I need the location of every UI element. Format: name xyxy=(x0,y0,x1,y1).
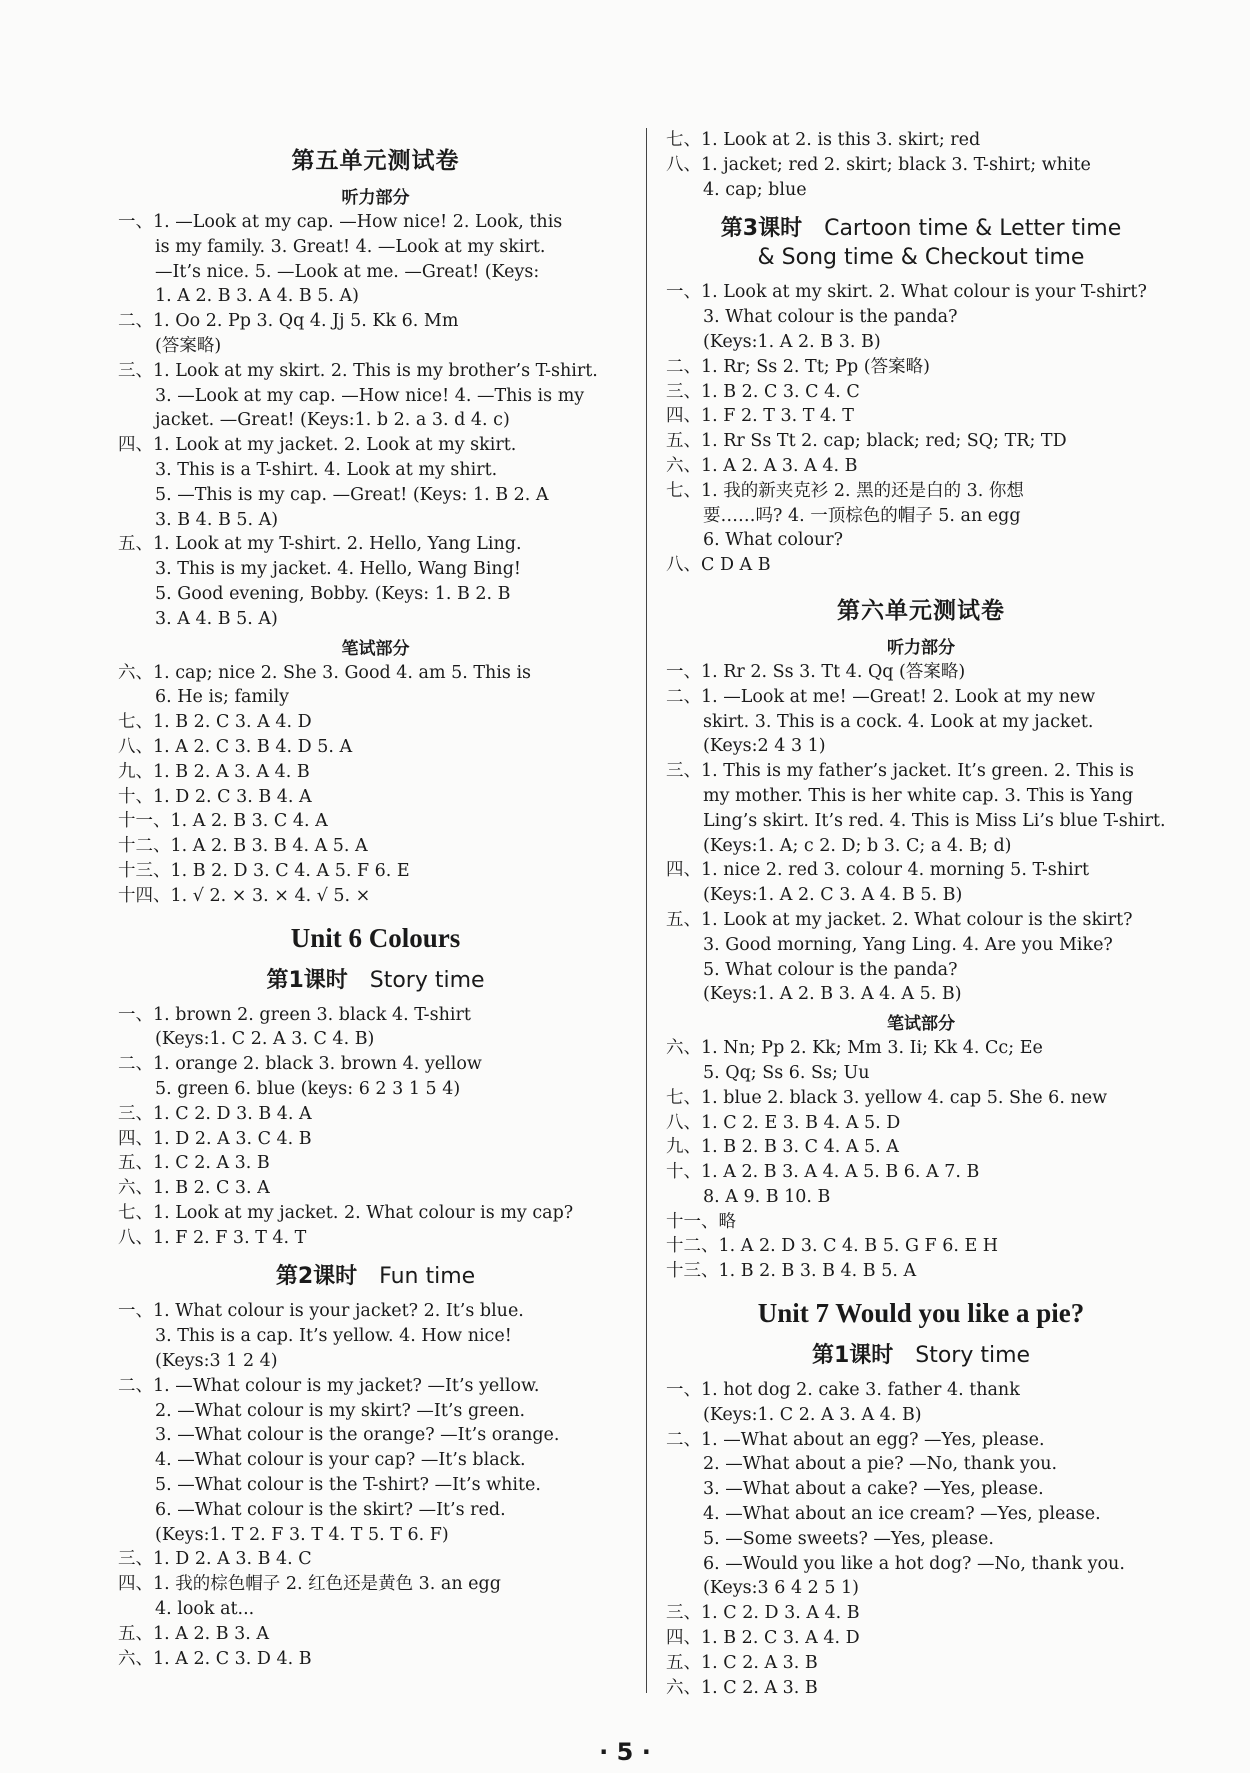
answer-line-continued: 3. This is a T-shirt. 4. Look at my shirt. xyxy=(155,459,498,480)
answer-line-continued: 3. This is a cap. It’s yellow. 4. How nice! xyxy=(155,1326,512,1347)
unit-title: Unit 6 Colours xyxy=(290,922,461,953)
answer-line: 二、1. Oo 2. Pp 3. Qq 4. Jj 5. Kk 6. Mm xyxy=(118,311,459,332)
column-divider xyxy=(646,128,647,1693)
lesson-number: 第2课时 xyxy=(275,1264,358,1290)
answer-line-continued: Ling’s skirt. It’s red. 4. This is Miss Li’s blue T-shirt. xyxy=(703,810,1166,831)
answer-line: 四、1. D 2. A 3. C 4. B xyxy=(118,1128,312,1149)
answer-line: 二、1. orange 2. black 3. brown 4. yellow xyxy=(118,1054,482,1075)
answer-line: 八、1. F 2. F 3. T 4. T xyxy=(118,1227,307,1248)
answer-line-continued: 8. A 9. B 10. B xyxy=(703,1186,831,1207)
answer-line: 十三、1. B 2. B 3. B 4. B 5. A xyxy=(666,1261,917,1282)
answer-line: 十三、1. B 2. D 3. C 4. A 5. F 6. E xyxy=(118,860,410,881)
answer-line-continued: (Keys:1. C 2. A 3. C 4. B) xyxy=(155,1029,375,1050)
answer-line-continued: my mother. This is her white cap. 3. This is Yang xyxy=(703,785,1134,806)
answer-line: 二、1. —What about an egg? —Yes, please. xyxy=(666,1429,1045,1450)
test-title: 第五单元测试卷 xyxy=(291,148,460,174)
answer-line: 八、1. A 2. C 3. B 4. D 5. A xyxy=(118,736,353,757)
answer-line-continued: 3. Good morning, Yang Ling. 4. Are you Mike? xyxy=(703,934,1113,955)
answer-line-continued: 6. —What colour is the skirt? —It’s red. xyxy=(155,1499,506,1520)
answer-line: 七、1. 我的新夹克衫 2. 黑的还是白的 3. 你想 xyxy=(666,480,1024,501)
answer-line: 三、1. Look at my skirt. 2. This is my brother’s T-shirt. xyxy=(118,360,598,381)
answer-line-continued: 5. Qq; Ss 6. Ss; Uu xyxy=(703,1062,870,1083)
answer-line: 六、1. A 2. A 3. A 4. B xyxy=(666,455,858,476)
answer-line-continued: (Keys:1. A 2. C 3. A 4. B 5. B) xyxy=(703,885,963,906)
answer-line: 七、1. B 2. C 3. A 4. D xyxy=(118,712,312,733)
answer-line: 五、1. Look at my jacket. 2. What colour is the skirt? xyxy=(666,909,1133,930)
answer-line-continued: 3. B 4. B 5. A) xyxy=(155,509,279,530)
answer-line-continued: is my family. 3. Great! 4. —Look at my skirt. xyxy=(155,236,546,257)
answer-line: 六、1. B 2. C 3. A xyxy=(118,1178,270,1199)
section-subtitle: 听力部分 xyxy=(341,188,410,208)
answer-line: 三、1. This is my father’s jacket. It’s green. 2. This is xyxy=(666,761,1134,782)
section-subtitle: 听力部分 xyxy=(887,637,955,658)
answer-line: 七、1. Look at 2. is this 3. skirt; red xyxy=(666,130,981,150)
answer-line: 十、1. A 2. B 3. A 4. A 5. B 6. A 7. B xyxy=(666,1162,980,1183)
answer-line-continued: 6. —Would you like a hot dog? —No, thank you. xyxy=(703,1553,1125,1574)
answer-line: 十二、1. A 2. D 3. C 4. B 5. G F 6. E H xyxy=(666,1236,999,1257)
lesson-heading xyxy=(666,1341,1176,1370)
answer-line: 六、1. Nn; Pp 2. Kk; Mm 3. Ii; Kk 4. Cc; Ee xyxy=(666,1038,1043,1059)
answer-line: 五、1. C 2. A 3. B xyxy=(118,1153,270,1174)
answer-line: 三、1. B 2. C 3. C 4. C xyxy=(666,381,860,402)
answer-line-continued: (Keys:1. T 2. F 3. T 4. T 5. T 6. F) xyxy=(155,1524,449,1545)
answer-line: 四、1. F 2. T 3. T 4. T xyxy=(666,406,854,427)
answer-line-continued: 3. A 4. B 5. A) xyxy=(155,608,278,629)
answer-line-continued: 5. Good evening, Bobby. (Keys: 1. B 2. B xyxy=(155,583,511,604)
answer-line-continued: 3. What colour is the panda? xyxy=(703,307,958,328)
test-title: 第六单元测试卷 xyxy=(837,597,1005,624)
answer-line: 九、1. B 2. A 3. A 4. B xyxy=(118,761,310,782)
answer-line-continued: 6. What colour? xyxy=(703,530,844,551)
answer-line: 八、1. C 2. E 3. B 4. A 5. D xyxy=(666,1112,901,1133)
answer-line-continued: 5. —What colour is the T-shirt? —It’s white. xyxy=(155,1475,541,1496)
answer-line: 三、1. C 2. D 3. B 4. A xyxy=(118,1103,312,1124)
answer-line: 三、1. C 2. D 3. A 4. B xyxy=(666,1603,860,1624)
answer-line-continued: 5. —This is my cap. —Great! (Keys: 1. B 2. A xyxy=(155,484,549,505)
answer-line-continued: (答案略) xyxy=(155,335,222,356)
answer-line: 二、1. —Look at me! —Great! 2. Look at my new xyxy=(666,686,1096,707)
answer-line: 一、1. Rr 2. Ss 3. Tt 4. Qq (答案略) xyxy=(666,661,966,682)
answer-line-continued: (Keys:3 6 4 2 5 1) xyxy=(703,1578,859,1599)
answer-line: 一、1. Look at my skirt. 2. What colour is your T-shirt? xyxy=(666,282,1147,303)
answer-line: 五、1. C 2. A 3. B xyxy=(666,1652,818,1673)
answer-line-continued: jacket. —Great! (Keys:1. b 2. a 3. d 4. c) xyxy=(155,410,510,431)
answer-line-continued: (Keys:3 1 2 4) xyxy=(155,1351,278,1372)
lesson-title: Fun time xyxy=(357,1264,476,1290)
lesson-title-continued: & Song time & Checkout time xyxy=(757,245,1085,271)
answer-line-continued: 5. What colour is the panda? xyxy=(703,959,958,980)
answer-line-continued: 6. He is; family xyxy=(155,687,290,708)
answer-line-continued: (Keys:1. A 2. B 3. B) xyxy=(703,331,881,352)
unit-title: Unit 7 Would you like a pie? xyxy=(757,1298,1085,1329)
answer-line: 五、1. Look at my T-shirt. 2. Hello, Yang Ling. xyxy=(118,534,522,555)
answer-line: 四、1. Look at my jacket. 2. Look at my skirt. xyxy=(118,435,517,456)
answer-line: 六、1. C 2. A 3. B xyxy=(666,1677,818,1698)
lesson-number: 第3课时 xyxy=(720,216,803,242)
lesson-title: Story time xyxy=(347,967,485,993)
answer-line-continued: 4. —What about an ice cream? —Yes, please. xyxy=(703,1504,1101,1525)
answer-line-continued: 要……吗? 4. 一顶棕色的帽子 5. an egg xyxy=(703,505,1021,526)
answer-line-continued: 5. —Some sweets? —Yes, please. xyxy=(703,1528,994,1549)
answer-line: 九、1. B 2. B 3. C 4. A 5. A xyxy=(666,1137,899,1158)
lesson-number: 第1课时 xyxy=(266,967,348,993)
answer-line-continued: 4. —What colour is your cap? —It’s black. xyxy=(155,1450,526,1471)
answer-line: 四、1. B 2. C 3. A 4. D xyxy=(666,1628,860,1649)
answer-line: 十四、1. √ 2. × 3. × 4. √ 5. × xyxy=(118,885,371,906)
answer-line: 八、1. jacket; red 2. skirt; black 3. T-shirt; white xyxy=(666,154,1091,175)
lesson-heading xyxy=(118,966,633,995)
left-column xyxy=(118,128,633,1671)
answer-line-continued: 4. look at... xyxy=(155,1599,255,1620)
answer-line-continued: (Keys:2 4 3 1) xyxy=(703,736,826,757)
answer-line: 二、1. Rr; Ss 2. Tt; Pp (答案略) xyxy=(666,356,930,377)
answer-line-continued: —It’s nice. 5. —Look at me. —Great! (Keys: xyxy=(155,261,540,282)
page-number: · 5 · xyxy=(599,1738,651,1766)
section-subtitle: 笔试部分 xyxy=(341,638,410,659)
answer-line-continued: 3. —What colour is the orange? —It’s orange. xyxy=(155,1425,560,1446)
answer-line: 一、1. brown 2. green 3. black 4. T-shirt xyxy=(118,1004,471,1025)
answer-line-continued: skirt. 3. This is a cock. 4. Look at my jacket. xyxy=(703,711,1094,732)
right-column xyxy=(666,128,1176,1700)
answer-line-continued: 1. A 2. B 3. A 4. B 5. A) xyxy=(155,286,360,307)
answer-line: 十、1. D 2. C 3. B 4. A xyxy=(118,786,312,807)
answer-line-continued: (Keys:1. A 2. B 3. A 4. A 5. B) xyxy=(703,984,962,1005)
lesson-number: 第1课时 xyxy=(811,1343,894,1369)
answer-line: 六、1. cap; nice 2. She 3. Good 4. am 5. This is xyxy=(118,662,532,683)
answer-line-continued: 3. This is my jacket. 4. Hello, Wang Bing! xyxy=(155,559,521,580)
answer-line-continued: 2. —What about a pie? —No, thank you. xyxy=(703,1454,1058,1475)
lesson-title: Story time xyxy=(893,1343,1031,1369)
lesson-title: Cartoon time & Letter time xyxy=(802,216,1122,242)
answer-line: 七、1. blue 2. black 3. yellow 4. cap 5. She 6. new xyxy=(666,1087,1108,1108)
answer-line: 二、1. —What colour is my jacket? —It’s yellow. xyxy=(118,1375,540,1396)
answer-line: 一、1. What colour is your jacket? 2. It’s blue. xyxy=(118,1301,524,1322)
answer-line: 四、1. 我的棕色帽子 2. 红色还是黄色 3. an egg xyxy=(118,1574,501,1595)
answer-line-continued: 5. green 6. blue (keys: 6 2 3 1 5 4) xyxy=(155,1078,461,1099)
answer-line: 六、1. A 2. C 3. D 4. B xyxy=(118,1648,312,1669)
answer-line: 一、1. hot dog 2. cake 3. father 4. thank xyxy=(666,1380,1020,1401)
answer-line-continued: (Keys:1. C 2. A 3. A 4. B) xyxy=(703,1404,922,1425)
answer-line-continued: 2. —What colour is my skirt? —It’s green. xyxy=(155,1400,526,1421)
answer-line: 五、1. Rr Ss Tt 2. cap; black; red; SQ; TR; TD xyxy=(666,431,1067,452)
answer-line: 十一、略 xyxy=(666,1211,736,1232)
answer-line: 十一、1. A 2. B 3. C 4. A xyxy=(118,811,328,832)
answer-line: 四、1. nice 2. red 3. colour 4. morning 5. T-shirt xyxy=(666,860,1090,881)
answer-line: 三、1. D 2. A 3. B 4. C xyxy=(118,1549,312,1570)
answer-line: 五、1. A 2. B 3. A xyxy=(118,1623,270,1644)
answer-line-continued: 4. cap; blue xyxy=(703,179,807,200)
answer-line: 十二、1. A 2. B 3. B 4. A 5. A xyxy=(118,836,368,857)
lesson-heading xyxy=(666,214,1176,272)
section-subtitle: 笔试部分 xyxy=(887,1014,955,1035)
answer-line-continued: 3. —Look at my cap. —How nice! 4. —This is my xyxy=(155,385,585,406)
answer-line-continued: 3. —What about a cake? —Yes, please. xyxy=(703,1479,1044,1500)
answer-line: 七、1. Look at my jacket. 2. What colour is my cap? xyxy=(118,1202,574,1223)
answer-line-continued: (Keys:1. A; c 2. D; b 3. C; a 4. B; d) xyxy=(703,835,1012,856)
answer-line: 一、1. —Look at my cap. —How nice! 2. Look, this xyxy=(118,212,563,232)
answer-line: 八、C D A B xyxy=(666,555,771,576)
lesson-heading xyxy=(118,1262,633,1291)
